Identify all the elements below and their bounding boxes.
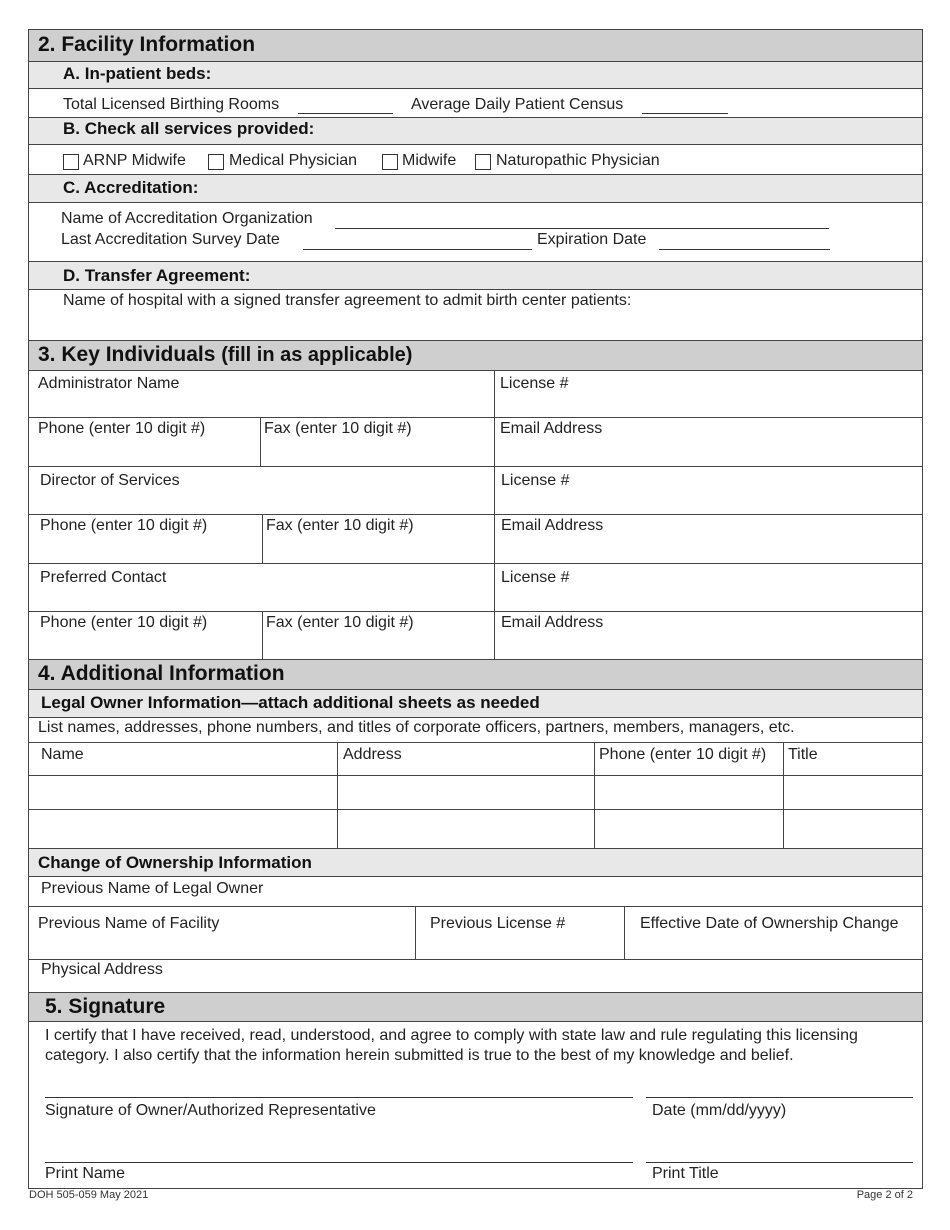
service-checkbox-midwife[interactable] xyxy=(382,154,398,170)
administrator-fax-label: Fax (enter 10 digit #) xyxy=(264,420,412,437)
print-name-field[interactable] xyxy=(45,1162,633,1163)
preferred-fax-label: Fax (enter 10 digit #) xyxy=(266,614,414,631)
preferred-phone-label: Phone (enter 10 digit #) xyxy=(40,614,208,631)
service-checkbox-naturopathic[interactable] xyxy=(475,154,491,170)
census-field[interactable] xyxy=(642,113,728,114)
director-name-label: Director of Services xyxy=(40,472,180,489)
subsection-d-title: D. Transfer Agreement: xyxy=(63,266,251,285)
service-label-midwife: Midwife xyxy=(402,152,457,169)
preferred-license-label: License # xyxy=(501,569,570,586)
form-id: DOH 505-059 May 2021 xyxy=(29,1189,149,1201)
owner-col-name: Name xyxy=(41,746,84,763)
legal-owner-title: Legal Owner Information—attach additional sheets as needed xyxy=(41,693,540,712)
total-rooms-field[interactable] xyxy=(298,113,393,114)
prev-license-label: Previous License # xyxy=(430,915,566,932)
administrator-license-label: License # xyxy=(500,375,569,392)
effective-date-label: Effective Date of Ownership Change xyxy=(640,915,899,932)
owner-col-phone: Phone (enter 10 digit #) xyxy=(599,746,767,763)
print-title-label: Print Title xyxy=(652,1165,719,1182)
service-label-arnp: ARNP Midwife xyxy=(83,152,186,169)
owner-col-title: Title xyxy=(788,746,818,763)
subsection-a-title: A. In-patient beds: xyxy=(63,64,212,83)
service-checkbox-arnp[interactable] xyxy=(63,154,79,170)
signature-label: Signature of Owner/Authorized Representative xyxy=(45,1102,376,1119)
accred-org-label: Name of Accreditation Organization xyxy=(61,210,313,227)
certification-line-2: category. I also certify that the information herein submitted is true to the best of my knowledge and belief. xyxy=(45,1047,794,1064)
owner-row-1[interactable] xyxy=(29,776,922,809)
legal-owner-description: List names, addresses, phone numbers, and titles of corporate officers, partners, members, managers, etc. xyxy=(38,719,795,736)
print-name-label: Print Name xyxy=(45,1165,126,1182)
director-fax-label: Fax (enter 10 digit #) xyxy=(266,517,414,534)
section-3-title: 3. Key Individuals (fill in as applicable) xyxy=(38,343,413,366)
total-rooms-label: Total Licensed Birthing Rooms xyxy=(63,96,280,113)
date-label: Date (mm/dd/yyyy) xyxy=(652,1102,787,1119)
service-checkbox-physician[interactable] xyxy=(208,154,224,170)
survey-date-label: Last Accreditation Survey Date xyxy=(61,231,280,248)
administrator-name-label: Administrator Name xyxy=(38,375,180,392)
administrator-phone-label: Phone (enter 10 digit #) xyxy=(38,420,206,437)
date-field[interactable] xyxy=(646,1097,913,1098)
expiration-field[interactable] xyxy=(659,249,830,250)
service-label-physician: Medical Physician xyxy=(229,152,358,169)
section-5-title: 5. Signature xyxy=(45,995,166,1018)
accred-org-field[interactable] xyxy=(335,228,829,229)
subsection-b-title: B. Check all services provided: xyxy=(63,119,315,138)
transfer-agreement-label: Name of hospital with a signed transfer agreement to admit birth center patients: xyxy=(63,292,632,309)
subsection-c-title: C. Accreditation: xyxy=(63,178,199,197)
prev-facility-label: Previous Name of Facility xyxy=(38,915,220,932)
print-title-field[interactable] xyxy=(646,1162,913,1163)
director-license-label: License # xyxy=(501,472,570,489)
director-phone-label: Phone (enter 10 digit #) xyxy=(40,517,208,534)
director-email-label: Email Address xyxy=(501,517,604,534)
prev-owner-label: Previous Name of Legal Owner xyxy=(41,880,264,897)
owner-row-2[interactable] xyxy=(29,810,922,848)
page-number: Page 2 of 2 xyxy=(856,1189,913,1201)
section-2-title: 2. Facility Information xyxy=(38,33,256,56)
census-label: Average Daily Patient Census xyxy=(411,96,624,113)
administrator-email-label: Email Address xyxy=(500,420,603,437)
certification-line-1: I certify that I have received, read, understood, and agree to comply with state law and rule regulating this licensing xyxy=(45,1027,858,1044)
expiration-label: Expiration Date xyxy=(537,231,647,248)
preferred-email-label: Email Address xyxy=(501,614,604,631)
change-ownership-title: Change of Ownership Information xyxy=(38,853,312,872)
owner-col-address: Address xyxy=(343,746,402,763)
service-label-naturopathic: Naturopathic Physician xyxy=(496,152,660,169)
preferred-contact-label: Preferred Contact xyxy=(40,569,167,586)
signature-field[interactable] xyxy=(45,1097,633,1098)
physical-address-label: Physical Address xyxy=(41,961,163,978)
survey-date-field[interactable] xyxy=(303,249,532,250)
section-4-title: 4. Additional Information xyxy=(38,662,285,685)
